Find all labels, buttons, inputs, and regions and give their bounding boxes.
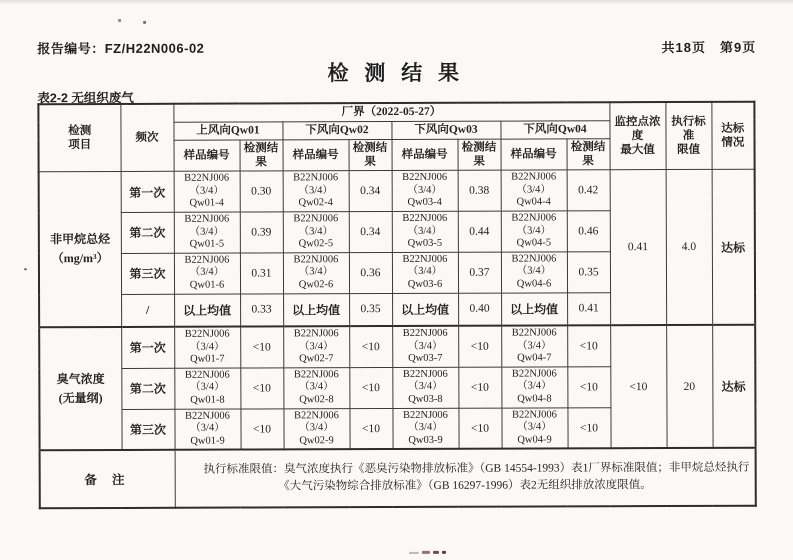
- max-concentration-value: 0.41: [610, 170, 667, 326]
- result-cell: <10: [458, 367, 501, 408]
- result-cell: 0.37: [458, 252, 501, 293]
- result-cell: 0.42: [567, 170, 610, 211]
- table-row: [40, 448, 756, 508]
- sample-id-cell: B22NJ006 （3/4） Qw04-7: [501, 325, 567, 367]
- header-frequency: 频次: [120, 104, 173, 172]
- result-cell: <10: [567, 407, 610, 448]
- table-row: [39, 169, 755, 212]
- result-cell: 0.34: [349, 171, 392, 212]
- standard-limit-value: 4.0: [666, 170, 713, 326]
- average-label-cell: 以上均值: [283, 293, 349, 326]
- sample-id-cell: B22NJ006 （3/4） Qw04-4: [501, 170, 567, 211]
- sample-id-cell: B22NJ006 （3/4） Qw02-7: [283, 326, 349, 368]
- report-number: 报告编号：FZ/H22N006-02: [37, 40, 205, 57]
- header-test-item: 检测 项目: [38, 104, 120, 172]
- result-cell: 0.30: [240, 171, 283, 212]
- table-caption: 表2-2 无组织废气: [37, 90, 134, 106]
- sample-id-cell: B22NJ006 （3/4） Qw02-4: [283, 171, 349, 212]
- max-concentration-value: <10: [610, 325, 666, 449]
- result-cell: <10: [458, 408, 501, 449]
- sample-id-cell: B22NJ006 （3/4） Qw01-7: [174, 327, 240, 369]
- results-table: [37, 101, 756, 510]
- sample-id-cell: B22NJ006 （3/4） Qw02-8: [283, 368, 349, 409]
- remark-label: 备 注: [40, 450, 175, 508]
- header-sample-no: 样品编号: [392, 139, 458, 171]
- result-cell: <10: [567, 367, 610, 408]
- sample-id-cell: B22NJ006 （3/4） Qw04-5: [501, 211, 567, 252]
- freq-cell: 第三次: [121, 253, 174, 294]
- header-upwind-qw01: 上风向Qw01: [173, 121, 282, 139]
- compliance-status: 达标: [712, 169, 756, 324]
- average-label-cell: 以上均值: [501, 292, 567, 325]
- result-cell: 0.35: [567, 252, 610, 293]
- result-cell: 0.31: [240, 253, 283, 294]
- page-title: 检 测 结 果: [327, 61, 465, 86]
- table-row: [39, 325, 755, 369]
- header-downwind-qw04: 下风向Qw04: [500, 120, 609, 138]
- sample-id-cell: B22NJ006 （3/4） Qw01-4: [174, 171, 240, 212]
- scan-speck: [409, 552, 419, 554]
- header-result: 检测结果: [567, 138, 610, 170]
- remark-text: 执行标准限值：臭气浓度执行《恶臭污染物排放标准》（GB 14554-1993）表1厂界标准限值；非甲烷总烃执行《大气污染物综合排放标准》（GB 16297-1996）表2无组织排放浓度限值。: [175, 448, 756, 508]
- header-downwind-qw02: 下风向Qw02: [282, 121, 391, 139]
- test-item-nmhc: 非甲烷总烃 （mg/m³）: [39, 172, 122, 328]
- freq-cell: 第二次: [121, 212, 174, 253]
- header-downwind-qw03: 下风向Qw03: [391, 121, 500, 139]
- result-cell: <10: [349, 367, 392, 408]
- result-cell: <10: [240, 326, 283, 367]
- result-cell: <10: [349, 326, 392, 367]
- standard-limit-value: 20: [666, 325, 712, 449]
- test-item-odor: 臭气浓度 (无量纲): [39, 327, 121, 451]
- sample-id-cell: B22NJ006 （3/4） Qw02-5: [283, 212, 349, 253]
- result-cell: 0.46: [567, 211, 610, 252]
- freq-cell: 第三次: [121, 409, 174, 450]
- result-cell: 0.34: [349, 212, 392, 253]
- average-label-cell: 以上均值: [392, 293, 458, 326]
- result-cell: 0.33: [240, 293, 283, 326]
- scan-speck: [24, 268, 27, 270]
- result-cell: <10: [567, 325, 610, 366]
- sample-id-cell: B22NJ006 （3/4） Qw03-5: [392, 211, 458, 252]
- result-cell: <10: [240, 368, 283, 409]
- scan-speck: [143, 21, 146, 24]
- page-count: 共18页 第9页: [661, 39, 757, 56]
- result-cell: 0.39: [240, 212, 283, 253]
- freq-cell: 第二次: [121, 368, 174, 409]
- result-cell: <10: [240, 409, 283, 450]
- result-cell: 0.41: [567, 292, 610, 325]
- freq-cell: 第一次: [121, 172, 174, 213]
- header-result: 检测结果: [349, 139, 392, 171]
- freq-cell: 第一次: [121, 327, 174, 368]
- scan-speck: [433, 551, 439, 554]
- sample-id-cell: B22NJ006 （3/4） Qw04-8: [501, 367, 567, 408]
- header-sample-no: 样品编号: [501, 138, 567, 170]
- header-standard-limit: 执行标准 限值: [665, 102, 711, 170]
- header-sample-no: 样品编号: [283, 139, 349, 171]
- scan-speck: [422, 551, 430, 554]
- compliance-status: 达标: [712, 325, 755, 448]
- sample-id-cell: B22NJ006 （3/4） Qw04-9: [501, 408, 567, 450]
- header-compliance: 达标 情况: [711, 102, 754, 170]
- result-cell: 0.38: [458, 170, 501, 211]
- sample-id-cell: B22NJ006 （3/4） Qw01-8: [174, 368, 240, 409]
- result-cell: 0.40: [458, 293, 501, 326]
- average-label-cell: 以上均值: [174, 294, 240, 327]
- result-cell: 0.36: [349, 252, 392, 293]
- freq-cell: /: [121, 294, 174, 327]
- sample-id-cell: B22NJ006 （3/4） Qw01-5: [174, 212, 240, 253]
- sample-id-cell: B22NJ006 （3/4） Qw03-7: [392, 326, 458, 368]
- sample-id-cell: B22NJ006 （3/4） Qw03-6: [392, 252, 458, 293]
- header-result: 检测结果: [458, 139, 501, 171]
- scan-speck: [442, 551, 446, 554]
- sample-id-cell: B22NJ006 （3/4） Qw03-4: [392, 171, 458, 212]
- sample-id-cell: B22NJ006 （3/4） Qw04-6: [501, 252, 567, 293]
- sample-id-cell: B22NJ006 （3/4） Qw02-9: [283, 408, 349, 450]
- sample-id-cell: B22NJ006 （3/4） Qw03-8: [392, 367, 458, 408]
- sample-id-cell: B22NJ006 （3/4） Qw02-6: [283, 252, 349, 293]
- header-max-concentration: 监控点浓度 最大值: [609, 102, 665, 170]
- sample-id-cell: B22NJ006 （3/4） Qw01-9: [174, 409, 240, 451]
- sample-id-cell: B22NJ006 （3/4） Qw03-9: [392, 408, 458, 450]
- scan-speck: [118, 19, 121, 22]
- result-cell: 0.35: [349, 293, 392, 326]
- header-boundary-group: 厂界（2022-05-27）: [173, 102, 609, 122]
- result-cell: 0.44: [458, 211, 501, 252]
- sample-id-cell: B22NJ006 （3/4） Qw01-6: [174, 253, 240, 294]
- result-cell: <10: [458, 326, 501, 367]
- header-result: 检测结果: [240, 139, 283, 171]
- result-cell: <10: [349, 408, 392, 449]
- header-sample-no: 样品编号: [174, 140, 240, 172]
